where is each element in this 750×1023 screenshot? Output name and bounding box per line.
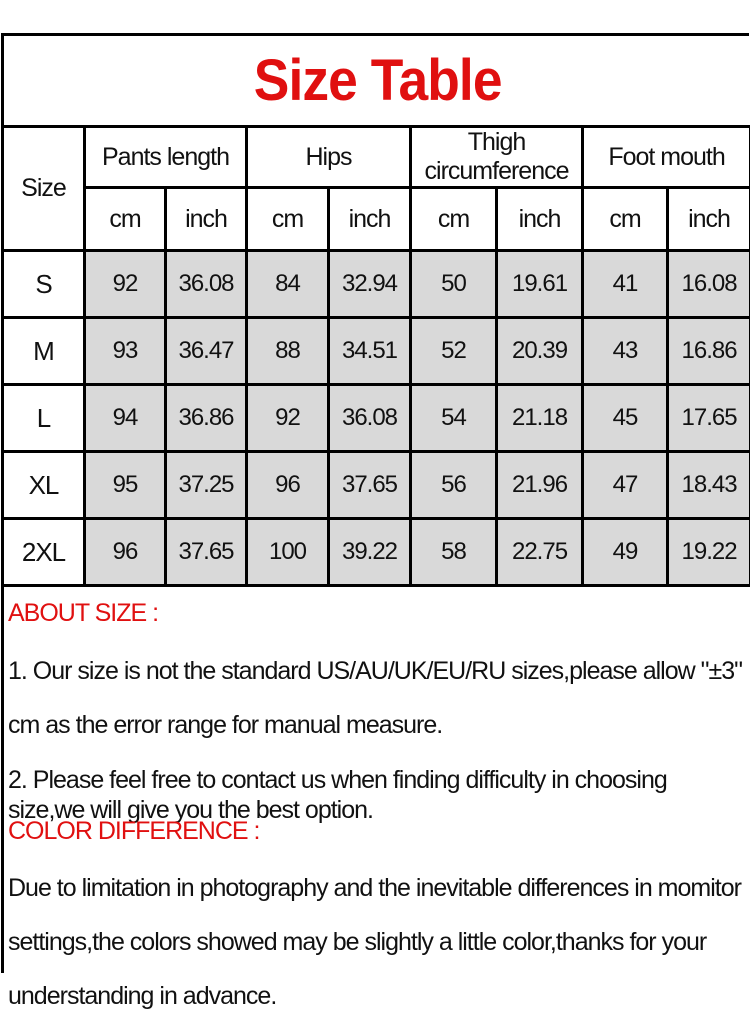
measurement-cell: 47 [584, 453, 669, 520]
table-row [4, 386, 750, 453]
size-label-cell: XL [4, 453, 86, 520]
table-row [4, 453, 750, 520]
measurement-cell: 58 [412, 520, 498, 587]
table-row [4, 252, 750, 319]
color-difference-heading: COLOR DIFFERENCE : [8, 817, 260, 845]
measurement-cell: 84 [248, 252, 330, 319]
about-size-heading: ABOUT SIZE : [8, 599, 159, 627]
group-header-hips: Hips [248, 128, 412, 189]
measurement-cell: 41 [584, 252, 669, 319]
measurement-cell: 34.51 [330, 319, 412, 386]
unit-header: inch [167, 189, 248, 252]
size-table [4, 128, 750, 587]
measurement-cell: 93 [86, 319, 167, 386]
unit-header: inch [669, 189, 750, 252]
measurement-cell: 100 [248, 520, 330, 587]
group-header-pants-length: Pants length [86, 128, 248, 189]
table-row [4, 319, 750, 386]
measurement-cell: 92 [86, 252, 167, 319]
size-table-body [4, 252, 750, 587]
measurement-cell: 43 [584, 319, 669, 386]
table-header-row [4, 128, 750, 189]
measurement-cell: 18.43 [669, 453, 750, 520]
measurement-cell: 88 [248, 319, 330, 386]
title-box [4, 36, 750, 128]
unit-header: cm [412, 189, 498, 252]
measurement-cell: 20.39 [498, 319, 584, 386]
unit-header-row [4, 189, 750, 252]
measurement-cell: 21.96 [498, 453, 584, 520]
color-difference-note: Due to limitation in photography and the inevitable differences in momitor settings,the colors showed may be slightly a little color,thanks for your understanding in advance. [8, 874, 741, 1010]
unit-header: cm [248, 189, 330, 252]
unit-header: cm [86, 189, 167, 252]
group-header-thigh-circumference: Thigh circumference [412, 128, 584, 189]
measurement-cell: 96 [248, 453, 330, 520]
unit-header: inch [330, 189, 412, 252]
measurement-cell: 36.47 [167, 319, 248, 386]
table-row [4, 520, 750, 587]
measurement-cell: 36.08 [167, 252, 248, 319]
measurement-cell: 16.08 [669, 252, 750, 319]
measurement-cell: 45 [584, 386, 669, 453]
measurement-cell: 96 [86, 520, 167, 587]
size-label-cell: 2XL [4, 520, 86, 587]
measurement-cell: 19.61 [498, 252, 584, 319]
measurement-cell: 56 [412, 453, 498, 520]
measurement-cell: 54 [412, 386, 498, 453]
measurement-cell: 22.75 [498, 520, 584, 587]
measurement-cell: 21.18 [498, 386, 584, 453]
size-label-cell: S [4, 252, 86, 319]
size-label-cell: M [4, 319, 86, 386]
measurement-cell: 52 [412, 319, 498, 386]
measurement-cell: 94 [86, 386, 167, 453]
unit-header: inch [498, 189, 584, 252]
measurement-cell: 92 [248, 386, 330, 453]
measurement-cell: 19.22 [669, 520, 750, 587]
page-title: Size Table [254, 48, 502, 113]
unit-header: cm [584, 189, 669, 252]
measurement-cell: 37.65 [330, 453, 412, 520]
measurement-cell: 95 [86, 453, 167, 520]
measurement-cell: 32.94 [330, 252, 412, 319]
size-label-cell: L [4, 386, 86, 453]
measurement-cell: 36.86 [167, 386, 248, 453]
size-chart-frame [1, 33, 749, 1010]
measurement-cell: 37.65 [167, 520, 248, 587]
measurement-cell: 49 [584, 520, 669, 587]
size-column-header: Size [4, 128, 86, 252]
measurement-cell: 50 [412, 252, 498, 319]
measurement-cell: 36.08 [330, 386, 412, 453]
measurement-cell: 39.22 [330, 520, 412, 587]
about-size-note-2: 2. Please feel free to contact us when finding difficulty in choosing size,we will give you the best option. [8, 766, 667, 824]
measurement-cell: 37.25 [167, 453, 248, 520]
about-size-note-1: 1. Our size is not the standard US/AU/UK/EU/RU sizes,please allow "±3" cm as the error range for manual measure. [8, 657, 743, 739]
measurement-cell: 17.65 [669, 386, 750, 453]
group-header-foot-mouth: Foot mouth [584, 128, 750, 189]
measurement-cell: 16.86 [669, 319, 750, 386]
